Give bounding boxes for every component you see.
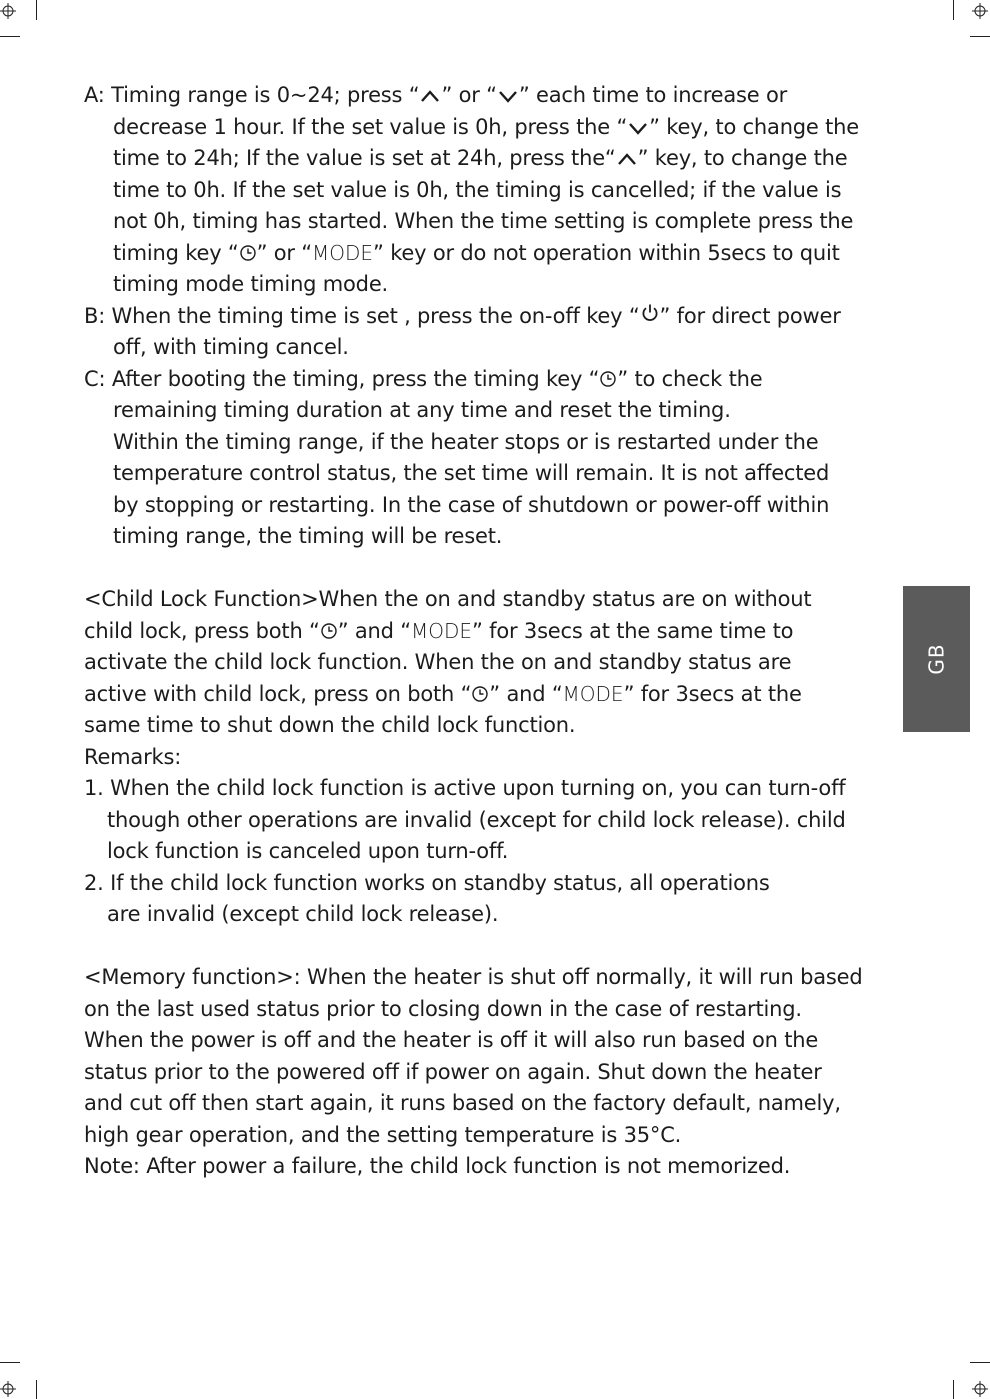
timing-a-line-2: decrease 1 hour. If the set value is 0h, press the “ ” key, to change the (113, 114, 859, 139)
registration-mark-icon (972, 3, 988, 19)
timing-a-line-4: time to 0h. If the set value is 0h, the timing is cancelled; if the value is (113, 177, 842, 202)
memory-line-6: high gear operation, and the setting temperature is 35°C. (84, 1122, 682, 1147)
spacer (84, 553, 914, 585)
crop-mark (970, 1362, 990, 1363)
timer-clock-icon (599, 370, 617, 388)
crop-mark (36, 0, 37, 20)
remark-1-line-2: though other operations are invalid (except for child lock release). child (107, 807, 846, 832)
timing-a-line-3: time to 24h; If the value is set at 24h, press the“ ” key, to change the (113, 146, 848, 170)
remark-2-line-2: are invalid (except child lock release). (107, 902, 499, 926)
manual-text (84, 80, 914, 1183)
memory-line-5: and cut off then start again, it runs based on the factory default, namely, (84, 1091, 841, 1115)
registration-mark-icon (0, 3, 16, 19)
timing-a-line-6: timing key “ ” or “MODE” key or do not operation within 5secs to quit (113, 240, 840, 265)
timer-clock-icon (239, 244, 257, 262)
timing-b-line-2: off, with timing cancel. (113, 335, 349, 359)
power-icon (640, 303, 660, 323)
timing-a-line-5: not 0h, timing has started. When the time setting is complete press the (113, 209, 854, 233)
timing-c-line-5: by stopping or restarting. In the case of shutdown or power-off within (113, 492, 830, 517)
timing-c-line-1: C: After booting the timing, press the timing key “ ” to check the (84, 366, 763, 391)
crop-mark (953, 1380, 954, 1399)
timing-c-line-3: Within the timing range, if the heater stops or is restarted under the (113, 429, 819, 454)
mode-key-label: MODE (312, 240, 374, 265)
language-tab-label: GB (924, 643, 949, 675)
remarks-title: Remarks: (84, 744, 182, 769)
memory-line-1: <Memory function>: When the heater is shut off normally, it will run based (84, 965, 863, 989)
remark-2-line-1: 2. If the child lock function works on standby status, all operations (84, 870, 770, 895)
mode-key-label: MODE (410, 618, 472, 643)
timing-a-line-1: A: Timing range is 0~24; press “ ” or “ ” each time to increase or (84, 83, 788, 107)
timer-clock-icon (320, 622, 338, 640)
child-lock-line-3: activate the child lock function. When the on and standby status are (84, 650, 792, 674)
memory-line-4: status prior to the powered off if power on again. Shut down the heater (84, 1059, 822, 1084)
crop-mark (953, 0, 954, 20)
child-lock-line-5: same time to shut down the child lock function. (84, 713, 576, 737)
spacer (84, 931, 914, 963)
chevron-up-icon (419, 88, 441, 104)
timing-a-line-7: timing mode timing mode. (113, 272, 389, 296)
crop-mark (36, 1380, 37, 1399)
timing-c-line-4: temperature control status, the set time will remain. It is not affected (113, 461, 830, 485)
timing-c-line-6: timing range, the timing will be reset. (113, 524, 503, 548)
crop-mark (970, 36, 990, 37)
child-lock-line-1: <Child Lock Function>When the on and standby status are on without (84, 587, 812, 611)
mode-key-label: MODE (562, 681, 624, 706)
timing-b-line-1: B: When the timing time is set , press the on-off key “ ” for direct power (84, 303, 841, 328)
chevron-up-icon (616, 151, 638, 167)
remark-1-line-3: lock function is canceled upon turn-off. (107, 839, 509, 863)
remark-1-line-1: 1. When the child lock function is active upon turning on, you can turn-off (84, 776, 846, 800)
memory-line-2: on the last used status prior to closing down in the case of restarting. (84, 996, 802, 1021)
crop-mark (0, 36, 20, 37)
memory-note: Note: After power a failure, the child lock function is not memorized. (84, 1154, 791, 1178)
child-lock-line-4: active with child lock, press on both “ ” and “MODE” for 3secs at the (84, 681, 802, 706)
child-lock-line-2: child lock, press both “ ” and “MODE” for 3secs at the same time to (84, 618, 794, 643)
registration-mark-icon (0, 1381, 16, 1397)
chevron-down-icon (627, 120, 649, 136)
timing-c-line-2: remaining timing duration at any time and reset the timing. (113, 398, 731, 422)
chevron-down-icon (497, 88, 519, 104)
crop-mark (0, 1362, 20, 1363)
registration-mark-icon (972, 1381, 988, 1397)
timer-clock-icon (471, 685, 489, 703)
memory-line-3: When the power is off and the heater is off it will also run based on the (84, 1028, 819, 1052)
